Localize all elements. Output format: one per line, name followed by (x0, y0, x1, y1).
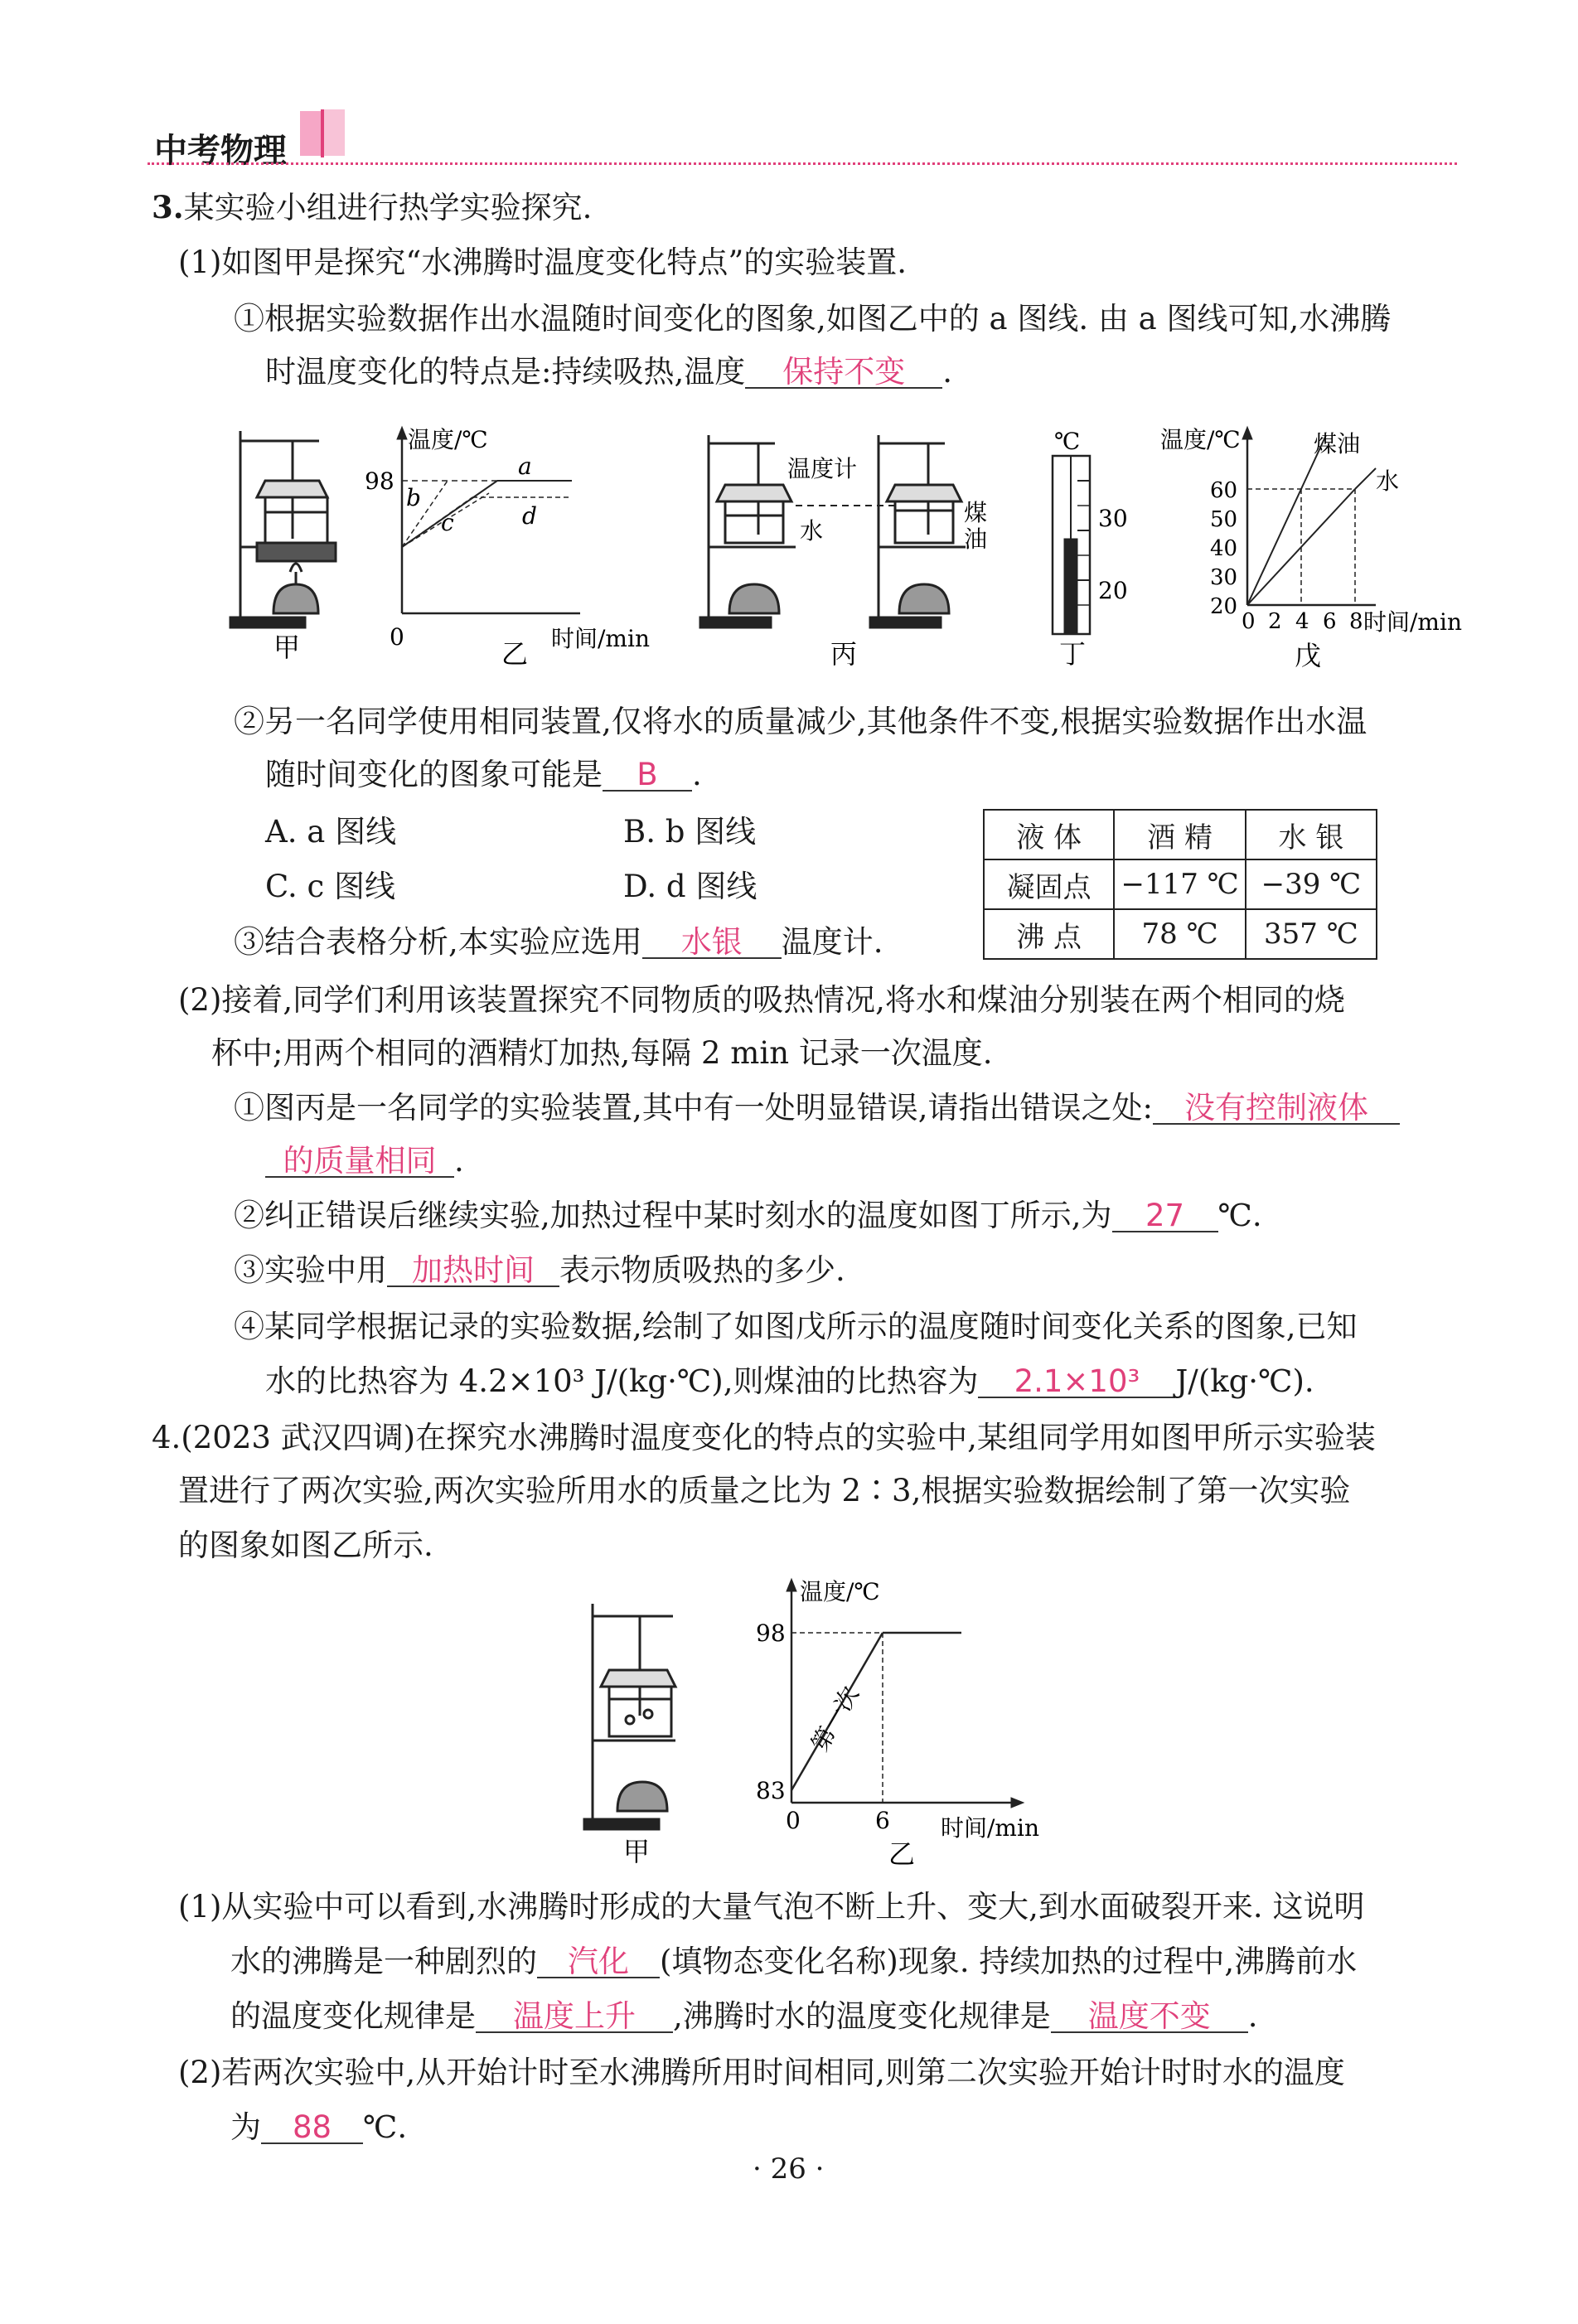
text: 时温度变化的特点是:持续吸热,温度 (265, 354, 746, 390)
wu-water: 水 (1376, 467, 1400, 495)
q4-line1: 4.(2023 武汉四调)在探究水沸腾时温度变化的特点的实验中,某组同学用如图甲所示实验装 (152, 1420, 1376, 1455)
text: . (692, 757, 702, 792)
text: ℃. (363, 2109, 408, 2145)
answer-blank: 的质量相同 (265, 1145, 454, 1178)
text: 水的沸腾是一种剧烈的 (230, 1944, 537, 1979)
yi-lb: b (406, 484, 421, 511)
bing-kerosene1: 煤 (964, 499, 988, 526)
wu-ytick: 40 (1210, 536, 1238, 561)
table-cell: 液 体 (984, 810, 1114, 859)
wu-ytick: 50 (1210, 507, 1238, 532)
text: . (942, 354, 952, 390)
table-cell: 沸 点 (984, 909, 1114, 959)
wu-xlabel: 时间/min (1363, 608, 1462, 636)
answer-blank: 汽化 (537, 1946, 660, 1978)
text: ③实验中用 (234, 1252, 387, 1288)
page-header (148, 108, 396, 170)
ding-30: 30 (1098, 505, 1128, 532)
table-cell: 凝固点 (984, 859, 1114, 909)
wu-xtick: 4 (1295, 609, 1309, 634)
label-yi: 乙 (501, 638, 529, 670)
answer-blank: 27 (1112, 1200, 1218, 1232)
q4-figures (572, 1575, 1102, 1873)
wu-ytick: 60 (1210, 478, 1238, 503)
text: J/(kg·℃). (1175, 1363, 1314, 1399)
q3-figures (215, 423, 1484, 688)
yi-y98: 98 (365, 467, 394, 495)
yi-xlabel: 时间/min (551, 625, 650, 652)
q3-stem-text: 某实验小组进行热学实验探究. (183, 190, 593, 225)
fig-x6: 6 (875, 1807, 890, 1834)
apparatus-jia (584, 1604, 675, 1829)
text: (填物态变化名称)现象. 持续加热的过程中,沸腾前水 (660, 1944, 1358, 1979)
q3-stem (152, 189, 593, 225)
text: ①图丙是一名同学的实验装置,其中有一处明显错误,请指出错误之处: (234, 1090, 1153, 1126)
text: . (1247, 1998, 1258, 2034)
page-number: · 26 · (753, 2152, 825, 2186)
yi-lc: c (441, 509, 454, 536)
fig-yi: 乙 (888, 1838, 916, 1870)
q3-p1-i-line2 (265, 356, 952, 389)
answer-blank: 温度不变 (1051, 2001, 1248, 2033)
text: 随时间变化的图象可能是 (265, 757, 603, 792)
text: 水的比热容为 4.2×10³ J/(kg·℃),则煤油的比热容为 (265, 1363, 979, 1399)
q3-p2-iv-line1: ④某同学根据记录的实验数据,绘制了如图戊所示的温度随时间变化关系的图象,已知 (234, 1309, 1358, 1344)
q4-p2-line1: (2)若两次实验中,从开始计时至水沸腾所用时间相同,则第二次实验开始计时时水的温度 (178, 2055, 1345, 2090)
q3-p2-line1: (2)接着,同学们利用该装置探究不同物质的吸热情况,将水和煤油分别装在两个相同的烧 (178, 982, 1345, 1018)
text: ,沸腾时水的温度变化规律是 (673, 1998, 1051, 2034)
wu-ylabel: 温度/℃ (1160, 426, 1241, 453)
q3-p1-iii (234, 924, 883, 960)
wu-ytick: 30 (1210, 565, 1238, 590)
option-d: D. d 图线 (623, 869, 758, 904)
fig-y83: 83 (756, 1777, 786, 1804)
q4-p1-line3 (230, 1998, 1258, 2034)
text: . (454, 1143, 464, 1179)
text: ②纠正错误后继续实验,加热过程中某时刻水的温度如图丁所示,为 (234, 1198, 1112, 1233)
q3-p2-i-cont (265, 1145, 464, 1178)
ding-20: 20 (1098, 577, 1128, 604)
q3-p1-ii-line2 (265, 759, 702, 792)
q3-p1-ii-line1: ②另一名同学使用相同装置,仅将水的质量减少,其他条件不变,根据实验数据作出水温 (234, 704, 1367, 739)
q4-line2: 置进行了两次实验,两次实验所用水的质量之比为 2∶3,根据实验数据绘制了第一次实验 (178, 1473, 1351, 1508)
wu-kerosene: 煤油 (1314, 430, 1361, 458)
wu-ytick: 20 (1210, 594, 1238, 619)
fig-series: 第一次 (806, 1682, 865, 1756)
q3-p2-iv-line2 (265, 1363, 1314, 1399)
answer-blank: 88 (261, 2112, 363, 2144)
q4-p1-line1: (1)从实验中可以看到,水沸腾时形成的大量气泡不断上升、变大,到水面破裂开来. 这说明 (178, 1889, 1365, 1925)
fig-ylabel: 温度/℃ (800, 1578, 880, 1605)
yi-la: a (518, 453, 532, 480)
book-icon (298, 108, 348, 159)
option-b: B. b 图线 (623, 814, 757, 850)
q3-p1-intro: (1)如图甲是探究“水沸腾时温度变化特点”的实验装置. (178, 245, 908, 280)
text: 温度计. (781, 924, 883, 960)
table-row (984, 810, 1377, 859)
fig-y98: 98 (756, 1620, 786, 1647)
fig-x0: 0 (786, 1807, 801, 1834)
yi-zero: 0 (390, 623, 404, 651)
table-cell: −117 ℃ (1114, 859, 1246, 909)
q3-p2-line2: 杯中;用两个相同的酒精灯加热,每隔 2 min 记录一次温度. (211, 1035, 993, 1071)
option-c: C. c 图线 (265, 869, 395, 904)
bing-water: 水 (800, 517, 824, 545)
header-divider (148, 162, 1457, 165)
answer-blank: 保持不变 (745, 356, 942, 389)
graph-yi (787, 1579, 1024, 1808)
thermometer-ding (1053, 456, 1090, 634)
table-cell: 酒 精 (1114, 810, 1246, 859)
yi-ylabel: 温度/℃ (408, 426, 488, 453)
table-cell: 78 ℃ (1114, 909, 1246, 959)
apparatus-jia (230, 431, 336, 627)
properties-table (983, 809, 1377, 960)
header-title: 中考物理 (154, 132, 287, 170)
q4-line3: 的图象如图乙所示. (178, 1528, 433, 1563)
fig-xlabel: 时间/min (941, 1814, 1039, 1842)
table-cell: −39 ℃ (1246, 859, 1377, 909)
text: 的温度变化规律是 (230, 1998, 476, 2034)
label-bing: 丙 (830, 638, 858, 670)
wu-xtick: 2 (1268, 609, 1282, 634)
answer-blank: B (603, 759, 692, 792)
bing-thermo: 温度计 (787, 455, 858, 482)
fig-jia: 甲 (623, 1836, 651, 1867)
table-cell: 水 银 (1246, 810, 1377, 859)
q3-p1-i-line1: ①根据实验数据作出水温随时间变化的图象,如图乙中的 a 图线. 由 a 图线可知,水沸腾 (234, 301, 1392, 336)
answer-blank: 温度上升 (476, 2001, 673, 2033)
wu-xtick: 0 (1242, 609, 1256, 634)
text: 表示物质吸热的多少. (559, 1252, 845, 1288)
table-cell: 357 ℃ (1246, 909, 1377, 959)
answer-blank: 2.1×10³ (978, 1366, 1175, 1398)
text: ③结合表格分析,本实验应选用 (234, 924, 642, 960)
ding-unit: ℃ (1054, 428, 1081, 455)
table-row (984, 909, 1377, 959)
label-ding: 丁 (1059, 638, 1087, 670)
yi-ld: d (522, 502, 537, 530)
option-a: A. a 图线 (265, 814, 397, 850)
text: 为 (230, 2109, 261, 2145)
label-wu: 戊 (1295, 640, 1322, 671)
graph-yi (397, 427, 580, 613)
q4-p1-line2 (230, 1946, 1357, 1978)
q3-p2-i (234, 1092, 1400, 1125)
label-jia: 甲 (273, 632, 301, 663)
wu-xtick: 6 (1323, 609, 1337, 634)
text: ℃. (1217, 1198, 1262, 1233)
answer-blank: 没有控制液体 (1153, 1092, 1400, 1125)
q3-p2-ii (234, 1200, 1262, 1232)
q3-number: 3. (152, 189, 184, 225)
answer-blank: 水银 (642, 927, 782, 959)
answer-blank: 加热时间 (387, 1255, 559, 1287)
q3-p2-iii (234, 1252, 845, 1288)
q4-p2-line2 (230, 2109, 408, 2145)
wu-xtick: 8 (1349, 609, 1363, 634)
bing-kerosene2: 油 (964, 525, 988, 553)
table-row (984, 859, 1377, 909)
